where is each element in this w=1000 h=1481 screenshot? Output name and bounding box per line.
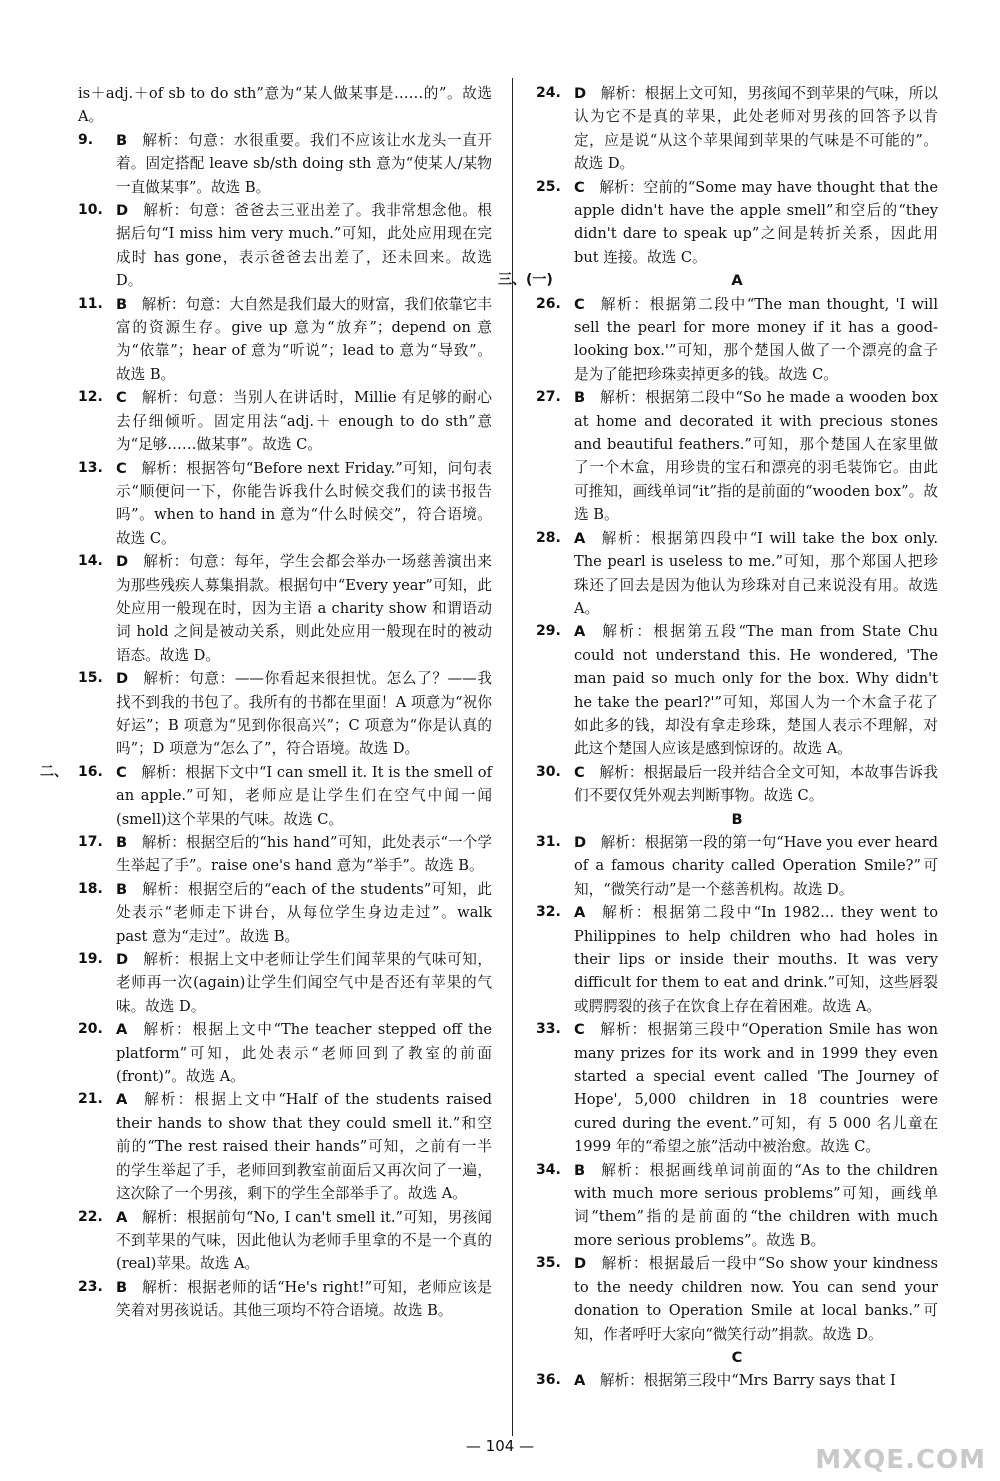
answer-item (78, 831, 492, 878)
explanation-text: 解析：根据第三段中“Operation Smile has won many prizes for its work and in 1999 they even started a special event called 'The Journey of Hope', 5,000 children in 18 countries were cured during the event.”可知，有 5 000 名儿童在 1999 年的“希望之旅”活动中被治愈。故选 C。 (574, 1021, 938, 1156)
passage-label: A (731, 272, 743, 290)
question-number: 35. (536, 1255, 561, 1272)
answer-text (78, 878, 492, 948)
answer-text (536, 527, 938, 621)
question-number: 27. (536, 389, 561, 406)
explanation-text: 解析：根据上文中“The teacher stepped off the platform”可知，此处表示“老师回到了教室的前面(front)”。故选 A。 (116, 1021, 492, 1086)
question-number: 17. (78, 834, 103, 850)
question-number: 15. (78, 670, 103, 687)
answer-item (78, 386, 492, 456)
answer-choice: C (574, 178, 585, 196)
question-number: 11. (78, 295, 103, 312)
answer-choice: B (574, 1161, 586, 1179)
section-number: 二、 (40, 763, 68, 780)
answer-choice: D (116, 553, 129, 571)
answer-text (536, 176, 938, 270)
question-number: 24. (536, 85, 561, 101)
explanation-text: 解析：根据老师的话“He's right!”可知，老师应该是笑着对男孩说话。其他三项均不符合语境。故选 B。 (116, 1278, 492, 1320)
answer-item (78, 948, 492, 1018)
section-header (498, 269, 938, 292)
answer-item (536, 176, 938, 270)
explanation-text: 解析：根据上文可知，男孩闻不到苹果的气味，所以认为它不是真的苹果，此处老师对男孩的回答予以肯定，应是说“从这个苹果闻到苹果的气味是不可能的”。故选 D。 (574, 85, 938, 173)
question-number: 14. (78, 553, 103, 570)
answer-text (78, 82, 492, 129)
answer-choice: A (574, 529, 586, 547)
explanation-text: is＋adj.＋of sb to do sth”意为“某人做某事是……的”。故选 A。 (78, 85, 492, 126)
answer-text (78, 1276, 492, 1323)
answer-item (78, 1018, 492, 1088)
answer-choice: A (574, 1372, 586, 1390)
passage-label: C (731, 1348, 743, 1366)
explanation-text: 解析：根据第一段的第一句“Have you ever heard of a famous charity called Operation Smile?”可知，“微笑行动”是一个慈善机构。故选 D。 (574, 833, 938, 898)
answer-item (78, 199, 492, 293)
question-number: 36. (536, 1372, 561, 1389)
explanation-text: 解析：根据最后一段并结合全文可知，本故事告诉我们不要仅凭外观去判断事物。故选 C。 (574, 763, 938, 805)
question-number: 23. (78, 1278, 103, 1295)
answer-choice: D (116, 202, 129, 220)
answer-text (536, 620, 938, 760)
answer-choice: D (116, 951, 129, 969)
question-number: 33. (536, 1021, 561, 1038)
answer-text (536, 1018, 938, 1158)
explanation-text: 解析：根据画线单词前面的“As to the children with much more serious problems”可知，画线单词“them”指的是前面的“the children with much more serious problems”。故选 B。 (574, 1161, 938, 1249)
answer-text (78, 761, 492, 831)
answer-choice: B (116, 1278, 128, 1296)
answer-text (78, 1206, 492, 1276)
answer-choice: A (116, 1091, 128, 1109)
answer-item (78, 129, 492, 199)
question-number: 20. (78, 1021, 103, 1038)
question-number: 34. (536, 1161, 561, 1178)
explanation-text: 解析：根据上文中“Half of the students raised their hands to show that they could smell it.”和空前的“The rest raised their hands”可知，之前有一半的学生举起了手，老师回到教室前面后又再次问了一遍，这次除了一个男孩，剩下的学生全部举手了。故选 A。 (116, 1091, 492, 1203)
question-number: 16. (78, 763, 103, 780)
question-number: 22. (78, 1208, 103, 1225)
question-number: 31. (536, 833, 561, 850)
explanation-text: 解析：句意：每年，学生会都会举办一场慈善演出来为那些残疾人募集捐款。根据句中“Every year”可知，此处应用一般现在时，因为主语 a charity show 和谓语动词 hold 之间是被动关系，则此处应用一般现在时的被动语态。故选 D。 (116, 553, 492, 664)
answer-choice: B (116, 295, 128, 313)
answer-item (536, 293, 938, 387)
explanation-text: 解析：根据下文中“I can smell it. It is the smell of an apple.”可知，老师应是让学生们在空气中闻一闻(smell)这个苹果的气味。故选 C。 (116, 763, 492, 828)
answer-item (536, 761, 938, 808)
explanation-text: 解析：句意：大自然是我们最大的财富，我们依靠它丰富的资源生存。give up 意为“放弃”；depend on 意为“依靠”；hear of 意为“听说”；lead to 意为“导致”。故选 B。 (116, 295, 492, 383)
answer-choice: C (116, 459, 127, 477)
question-number: 21. (78, 1091, 103, 1108)
answer-choice: D (574, 1255, 587, 1273)
explanation-text: 解析：根据第二段中“In 1982... they went to Philippines to help children who had holes in their lips or inside their mouths. It was very difficult for them to eat and drink.”可知，这些唇裂或腭腭裂的孩子在饮食上存在着困难。故选 A。 (574, 904, 938, 1015)
question-number: 12. (78, 389, 103, 406)
explanation-text: 解析：根据最后一段中“So show your kindness to the needy children now. You can send your donation to Operation Smile at local banks.”可知，作者呼吁大家向“微笑行动”捐款。故选 D。 (574, 1255, 938, 1343)
answer-choice: C (116, 763, 127, 781)
answer-text (536, 293, 938, 387)
section-number: 三、(一) (498, 272, 553, 289)
answer-item (536, 1252, 938, 1346)
answer-item (78, 1088, 492, 1205)
answer-item (536, 1018, 938, 1158)
answer-item (78, 293, 492, 387)
answer-choice: C (574, 763, 585, 781)
answer-choice: D (116, 670, 129, 688)
explanation-text: 解析：根据第四段中“I will take the box only. The pearl is useless to me.”可知，那个郑国人把珍珠还了回去是因为他认为珍珠对自己来说没有用。故选 A。 (574, 529, 938, 617)
question-number: 32. (536, 904, 561, 921)
question-number: 10. (78, 202, 103, 219)
answer-choice: D (574, 85, 587, 102)
answer-choice: C (574, 295, 585, 313)
answer-item (536, 620, 938, 760)
answer-text (78, 457, 492, 551)
answer-item (78, 878, 492, 948)
answer-choice: C (116, 389, 127, 407)
page-number: — 104 — (465, 1437, 535, 1455)
explanation-text: 解析：句意：当别人在讲话时，Millie 有足够的耐心去仔细倾听。固定用法“adj.＋ enough to do sth”意为“足够……做某事”。故选 C。 (116, 389, 492, 454)
explanation-text: 解析：句意：——你看起来很担忧。怎么了？——我找不到我的书包了。我所有的书都在里面！A 项意为“祝你好运”；B 项意为“见到你很高兴”；C 项意为“你是认真的吗”；D 项意为“怎么了”，符合语境。故选 D。 (116, 670, 492, 758)
explanation-text: 解析：句意：水很重要。我们不应该让水龙头一直开着。固定搭配 leave sb/sth doing sth 意为“使某人/某物一直做某事”。故选 B。 (116, 131, 492, 196)
explanation-text: 解析：根据前句“No, I can't smell it.”可知，男孩闻不到苹果的气味，因此他认为老师手里拿的不是一个真的(real)苹果。故选 A。 (116, 1208, 492, 1273)
answer-text (536, 1252, 938, 1346)
answer-choice: A (574, 904, 586, 922)
answer-item (536, 1159, 938, 1253)
answer-text (78, 550, 492, 667)
explanation-text: 解析：根据第三段中“Mrs Barry says that I (599, 1372, 896, 1390)
question-number: 13. (78, 459, 103, 476)
question-number: 18. (78, 880, 103, 897)
answer-item (536, 527, 938, 621)
answer-text (536, 831, 938, 901)
answer-text (78, 1088, 492, 1205)
explanation-text: 解析：根据答句“Before next Friday.”可知，问句表示“顺便问一下，你能告诉我什么时候交我们的读书报告吗”。when to hand in 意为“什么时候交”，符合语境。故选 C。 (116, 459, 492, 547)
question-number: 9. (78, 131, 94, 148)
answer-text (536, 386, 938, 526)
answer-text (78, 199, 492, 293)
answer-choice: A (574, 623, 586, 641)
explanation-text: 解析：根据空后的“each of the students”可知，此处表示“老师走下讲台，从每位学生身边走过”。walk past 意为“走过”。故选 B。 (116, 880, 492, 945)
answer-choice: C (574, 1021, 585, 1039)
answer-item (78, 550, 492, 667)
explanation-text: 解析：根据第五段“The man from State Chu could not understand this. He wondered, 'The man paid so much only for the box. Why didn't he take the pearl?'”可知，郑国人为一个木盒子花了如此多的钱，却没有拿走珍珠，楚国人表示不理解，对此这个楚国人应该是感到惊讶的。故选 A。 (574, 623, 938, 758)
answer-item (536, 831, 938, 901)
answer-text (536, 82, 938, 176)
answer-item (40, 761, 492, 831)
answer-text (536, 1369, 938, 1392)
answer-text (78, 386, 492, 456)
answer-item (536, 386, 938, 526)
answer-item (78, 457, 492, 551)
answer-text (78, 831, 492, 878)
explanation-text: 解析：根据上文中老师让学生们闻苹果的气味可知，老师再一次(again)让学生们闻空气中是否还有苹果的气味。故选 D。 (116, 951, 492, 1015)
answer-choice: A (116, 1208, 128, 1226)
answer-item (78, 1206, 492, 1276)
answer-text (536, 1159, 938, 1253)
explanation-text: 解析：根据空后的“his hand”可知，此处表示“一个学生举起了手”。raise one's hand 意为“举手”。故选 B。 (116, 834, 492, 875)
explanation-text: 解析：根据第二段中“The man thought, 'I will sell the pearl for more money if it has a good-looking box.'”可知，那个楚国人做了一个漂亮的盒子是为了能把珍珠卖掉更多的钱。故选 C。 (574, 295, 938, 383)
answer-choice: B (116, 131, 128, 149)
passage-label: B (731, 810, 743, 828)
question-number: 29. (536, 623, 561, 640)
answer-text (78, 948, 492, 1018)
answer-text (536, 761, 938, 808)
question-number: 28. (536, 529, 561, 546)
answer-item (536, 1369, 938, 1392)
answer-item (536, 82, 938, 176)
question-number: 30. (536, 763, 561, 780)
answer-item (536, 901, 938, 1018)
answer-item (78, 1276, 492, 1323)
answer-choice: B (574, 389, 586, 407)
answer-item (78, 82, 492, 129)
watermark-logo: MXQE.COM (815, 1445, 986, 1475)
explanation-text: 解析：句意：爸爸去三亚出差了。我非常想念他。根据后句“I miss him very much.”可知，此处应用现在完成时 has gone，表示爸爸去出差了，还未回来。故选 D。 (116, 202, 492, 290)
answer-text (78, 1018, 492, 1088)
explanation-text: 解析：根据第二段中“So he made a wooden box at home and decorated it with precious stones and beautiful feathers.”可知，那个楚国人在家里做了一个木盒，用珍贵的宝石和漂亮的羽毛装饰它。由此可推知，画线单词“it”指的是前面的“wooden box”。故选 B。 (574, 389, 938, 524)
question-number: 19. (78, 951, 103, 968)
answer-choice: B (116, 834, 128, 851)
answer-choice: D (574, 833, 587, 851)
answer-text (536, 901, 938, 1018)
question-number: 26. (536, 295, 561, 312)
answer-item (78, 667, 492, 761)
answer-text (78, 293, 492, 387)
explanation-text: 解析：空前的“Some may have thought that the apple didn't have the apple smell”和空后的“they didn't dare to speak up”之间是转折关系，因此用 but 连接。故选 C。 (574, 178, 938, 266)
question-number: 25. (536, 178, 561, 195)
answer-choice: B (116, 880, 128, 898)
left-column (40, 82, 492, 1323)
right-column (498, 82, 938, 1393)
answer-text (78, 667, 492, 761)
answer-text (78, 129, 492, 199)
answer-choice: A (116, 1021, 128, 1039)
